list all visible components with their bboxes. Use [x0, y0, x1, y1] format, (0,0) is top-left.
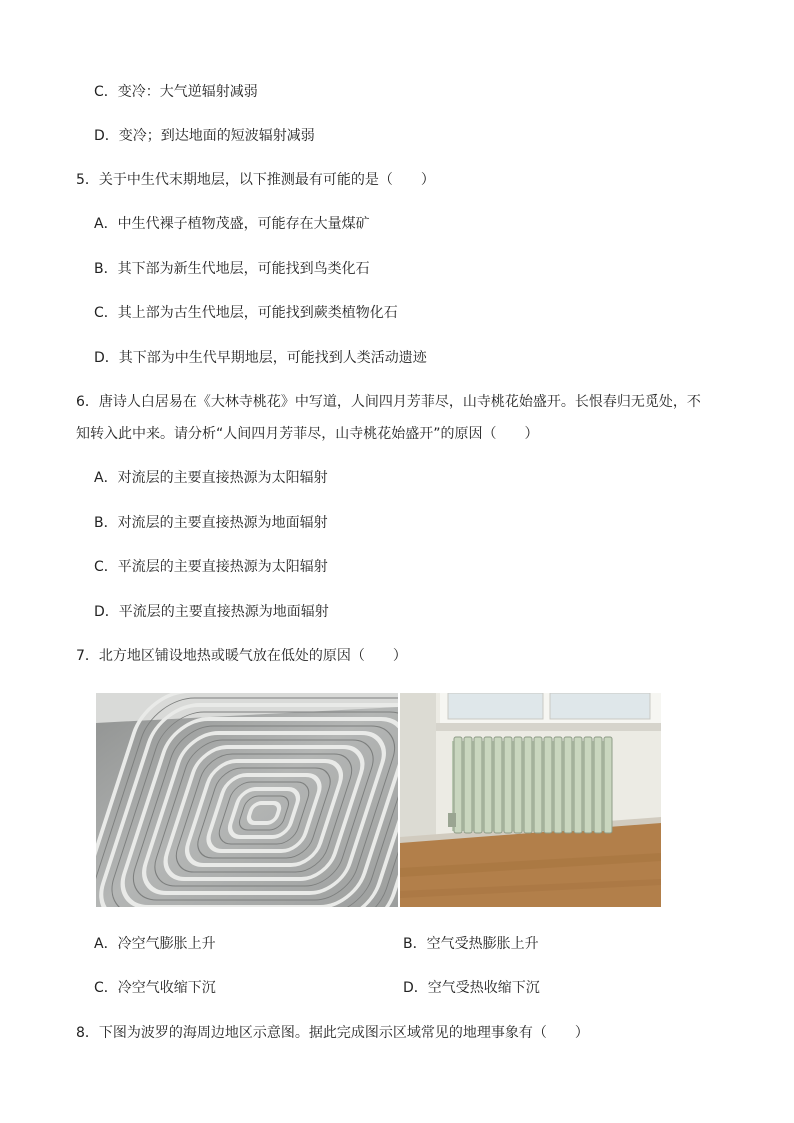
q5-option-c: C．其上部为古生代地层，可能找到蕨类植物化石 — [94, 305, 398, 321]
q6-option-d: D．平流层的主要直接热源为地面辐射 — [94, 604, 329, 620]
q5-option-d: D．其下部为中生代早期地层，可能找到人类活动遗迹 — [94, 350, 427, 366]
question-6-stem-line2: 知转入此中来。请分析“人间四月芳菲尽，山寺桃花始盛开”的原因（ ） — [76, 426, 539, 442]
q6-option-c: C．平流层的主要直接热源为太阳辐射 — [94, 559, 328, 575]
q7-option-d: D．空气受热收缩下沉 — [403, 980, 540, 996]
question-5-stem: 5．关于中生代末期地层，以下推测最有可能的是（ ） — [76, 172, 435, 188]
q7-option-c: C．冷空气收缩下沉 — [94, 980, 216, 996]
radiator-photo — [400, 693, 661, 907]
option-c: C．变冷：大气逆辐射减弱 — [94, 84, 258, 100]
option-d: D．变冷；到达地面的短波辐射减弱 — [94, 128, 315, 144]
q6-option-b: B．对流层的主要直接热源为地面辐射 — [94, 515, 328, 531]
q5-option-a: A．中生代裸子植物茂盛，可能存在大量煤矿 — [94, 216, 370, 232]
question-6-stem-line1: 6．唐诗人白居易在《大林寺桃花》中写道，人间四月芳菲尽，山寺桃花始盛开。长恨春归无觅处，不 — [76, 394, 701, 410]
radiator-icon — [448, 737, 612, 833]
floor-heating-photo — [96, 693, 398, 907]
q5-option-b: B．其下部为新生代地层，可能找到鸟类化石 — [94, 261, 370, 277]
q7-option-b: B．空气受热膨胀上升 — [403, 936, 539, 952]
question-7-stem: 7．北方地区铺设地热或暖气放在低处的原因（ ） — [76, 648, 407, 664]
q6-option-a: A．对流层的主要直接热源为太阳辐射 — [94, 470, 328, 486]
question-8-stem: 8．下图为波罗的海周边地区示意图。据此完成图示区域常见的地理事象有（ ） — [76, 1025, 589, 1041]
q7-option-a: A．冷空气膨胀上升 — [94, 936, 216, 952]
